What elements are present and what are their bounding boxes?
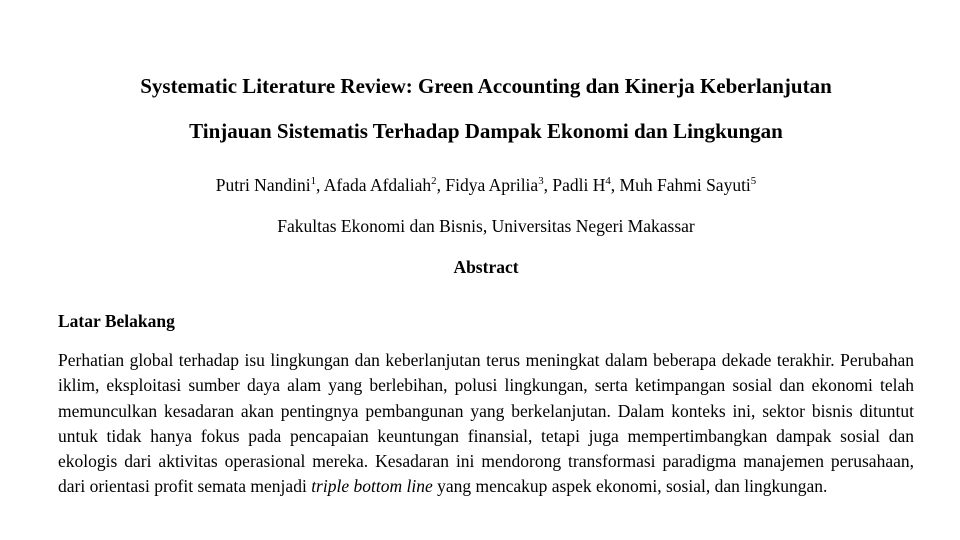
paragraph-text-start: Perhatian global terhadap isu lingkungan dan keberlanjutan terus meningkat dalam beberapa dekade terakhir. Perubahan iklim, eksploitasi sumber daya alam yang berlebihan, polusi lingkungan, serta ketimpangan sosial dan ekonomi telah memunculkan kesadaran akan pentingnya pembangunan yang berkelanjutan. Dalam konteks ini, sektor bisnis dituntut untuk tidak hanya fokus pada pencapaian keuntungan finansial, tetapi juga mempertimbangkan dampak sosial dan ekologis dari aktivitas operasional mereka. Kesadaran ini mendorong transformasi paradigma manajemen perusahaan, dari orientasi profit semata menjadi — [58, 350, 914, 497]
author-separator: , — [436, 175, 446, 195]
author-name: Afada Afdaliah — [323, 175, 432, 195]
author — [620, 175, 757, 195]
abstract-heading: Abstract — [453, 257, 519, 277]
author-separator: , — [315, 175, 324, 195]
author-affiliation-number: 2 — [431, 175, 437, 188]
author-affiliation-number: 5 — [750, 175, 757, 188]
author-separator: , — [610, 175, 620, 195]
paragraph-italic-phrase: triple bottom line — [311, 476, 433, 497]
paper-title-line1: Systematic Literature Review: Green Accounting dan Kinerja Keberlanjutan — [140, 74, 832, 98]
body-paragraph — [58, 348, 914, 500]
author-name: Putri Nandini — [215, 175, 311, 195]
author-affiliation-number: 3 — [538, 175, 544, 188]
author — [216, 175, 324, 195]
author — [324, 175, 446, 195]
author-name: Padli H — [552, 175, 606, 195]
section-heading-latar-belakang: Latar Belakang — [58, 311, 175, 331]
affiliation-line: Fakultas Ekonomi dan Bisnis, Universitas Negeri Makassar — [277, 216, 695, 236]
paragraph-text-end: yang mencakup aspek ekonomi, sosial, dan lingkungan. — [432, 476, 828, 497]
author-affiliation-number: 4 — [605, 175, 611, 188]
author — [445, 175, 552, 195]
author-line — [58, 172, 914, 198]
paper-title-line2: Tinjauan Sistematis Terhadap Dampak Ekonomi dan Lingkungan — [189, 119, 783, 143]
author-name: Muh Fahmi Sayuti — [619, 175, 751, 195]
author-affiliation-number: 1 — [310, 175, 316, 188]
paper-title — [58, 64, 914, 154]
author — [552, 175, 619, 195]
author-name: Fidya Aprilia — [445, 175, 539, 195]
author-separator: , — [543, 175, 553, 195]
